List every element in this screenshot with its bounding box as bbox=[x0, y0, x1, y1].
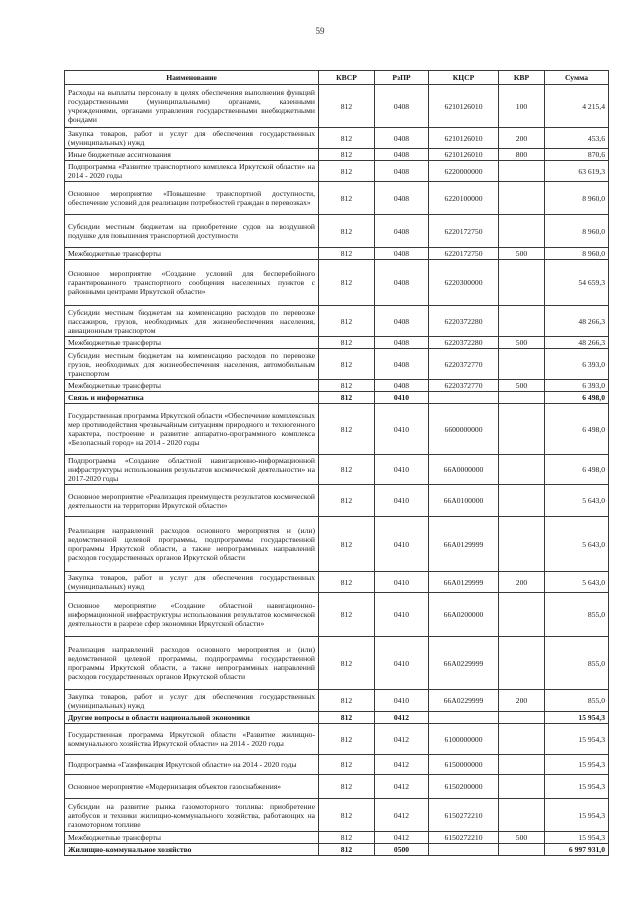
cell-rzpr: 0408 bbox=[375, 161, 429, 182]
cell-kvr bbox=[499, 799, 545, 832]
cell-kcsr: 66А0229999 bbox=[429, 637, 499, 690]
cell-kvr bbox=[499, 392, 545, 404]
cell-kvr bbox=[499, 637, 545, 690]
cell-rzpr: 0408 bbox=[375, 349, 429, 380]
cell-kvr bbox=[499, 306, 545, 337]
cell-kvr bbox=[499, 455, 545, 485]
cell-name: Реализация направлений расходов основного мероприятия и (или) ведомственной целевой программы, подпрограммы государственной программы Иркутской области, а также непрограммных направлений расходов государственных органов Иркутской области bbox=[65, 637, 319, 690]
cell-rzpr: 0408 bbox=[375, 149, 429, 161]
cell-sum: 48 266,3 bbox=[545, 306, 609, 337]
cell-kvr bbox=[499, 485, 545, 517]
cell-kcsr: 6150272210 bbox=[429, 832, 499, 844]
cell-name: Основное мероприятие «Создание условий для бесперебойного гарантированного транспортного сообщения населенных пунктов с районными центрами Иркутской области» bbox=[65, 260, 319, 306]
table-row bbox=[65, 306, 609, 337]
cell-sum: 8 960,0 bbox=[545, 248, 609, 260]
cell-name: Субсидии местным бюджетам на приобретение судов на воздушной подушке для повышения транспортной доступности bbox=[65, 215, 319, 248]
cell-kcsr: 6220300000 bbox=[429, 260, 499, 306]
cell-kvsr: 812 bbox=[319, 775, 375, 799]
cell-kvr bbox=[499, 404, 545, 455]
table-row bbox=[65, 724, 609, 755]
cell-kvsr: 812 bbox=[319, 712, 375, 724]
cell-name: Межбюджетные трансферты bbox=[65, 337, 319, 349]
cell-name: Основное мероприятие «Реализация преимуществ результатов космической деятельности на территории Иркутской области» bbox=[65, 485, 319, 517]
cell-name: Подпрограмма «Развитие транспортного комплекса Иркутской области» на 2014 - 2020 годы bbox=[65, 161, 319, 182]
cell-kcsr: 6220000000 bbox=[429, 161, 499, 182]
cell-kcsr: 6220372280 bbox=[429, 337, 499, 349]
cell-kvsr: 812 bbox=[319, 161, 375, 182]
cell-kvsr: 812 bbox=[319, 832, 375, 844]
cell-sum: 15 954,3 bbox=[545, 799, 609, 832]
cell-rzpr: 0412 bbox=[375, 712, 429, 724]
table-row bbox=[65, 248, 609, 260]
cell-rzpr: 0412 bbox=[375, 775, 429, 799]
cell-kvr bbox=[499, 775, 545, 799]
cell-kvsr: 812 bbox=[319, 306, 375, 337]
cell-rzpr: 0408 bbox=[375, 260, 429, 306]
cell-kvr bbox=[499, 844, 545, 856]
table-row bbox=[65, 799, 609, 832]
cell-name: Расходы на выплаты персоналу в целях обеспечения выполнения функций государственными (муниципальными) органами, казенными учреждениями, органами управления государственными внебюджетными фондами bbox=[65, 85, 319, 128]
header-kcsr: КЦСР bbox=[429, 71, 499, 85]
header-sum: Сумма bbox=[545, 71, 609, 85]
cell-rzpr: 0410 bbox=[375, 485, 429, 517]
cell-sum: 4 215,4 bbox=[545, 85, 609, 128]
cell-kcsr: 6150000000 bbox=[429, 755, 499, 775]
cell-name: Жилищно-коммунальное хозяйство bbox=[65, 844, 319, 856]
table-row bbox=[65, 260, 609, 306]
cell-kvsr: 812 bbox=[319, 215, 375, 248]
cell-kvr: 800 bbox=[499, 149, 545, 161]
table-row bbox=[65, 337, 609, 349]
cell-rzpr: 0412 bbox=[375, 799, 429, 832]
cell-sum: 5 643,0 bbox=[545, 485, 609, 517]
cell-kvr bbox=[499, 593, 545, 637]
cell-kcsr: 66А0000000 bbox=[429, 455, 499, 485]
cell-kcsr: 6220372280 bbox=[429, 306, 499, 337]
cell-kvr: 200 bbox=[499, 690, 545, 712]
cell-sum: 5 643,0 bbox=[545, 517, 609, 572]
cell-kvr bbox=[499, 215, 545, 248]
header-rzpr: РзПР bbox=[375, 71, 429, 85]
cell-sum: 8 960,0 bbox=[545, 182, 609, 215]
cell-rzpr: 0408 bbox=[375, 128, 429, 149]
table-row bbox=[65, 380, 609, 392]
cell-name: Реализация направлений расходов основного мероприятия и (или) ведомственной целевой программы, подпрограммы государственной программы Иркутской области, а также непрограммных направлений расходов государственных органов Иркутской области bbox=[65, 517, 319, 572]
cell-rzpr: 0412 bbox=[375, 832, 429, 844]
cell-kvr bbox=[499, 260, 545, 306]
table-row bbox=[65, 85, 609, 128]
cell-rzpr: 0410 bbox=[375, 593, 429, 637]
cell-kvsr: 812 bbox=[319, 593, 375, 637]
cell-rzpr: 0500 bbox=[375, 844, 429, 856]
cell-kcsr: 6150272210 bbox=[429, 799, 499, 832]
cell-sum: 15 954,3 bbox=[545, 755, 609, 775]
cell-kcsr: 6220372770 bbox=[429, 349, 499, 380]
cell-kcsr bbox=[429, 844, 499, 856]
cell-sum: 15 954,3 bbox=[545, 832, 609, 844]
cell-kvr bbox=[499, 517, 545, 572]
cell-rzpr: 0410 bbox=[375, 392, 429, 404]
cell-sum: 54 659,3 bbox=[545, 260, 609, 306]
table-row bbox=[65, 572, 609, 593]
cell-name: Государственная программа Иркутской области «Развитие жилищно-коммунального хозяйства Иркутской области» на 2014 - 2020 годы bbox=[65, 724, 319, 755]
cell-kcsr: 6210126010 bbox=[429, 149, 499, 161]
cell-kvsr: 812 bbox=[319, 455, 375, 485]
table-row bbox=[65, 755, 609, 775]
cell-kcsr: 66А0200000 bbox=[429, 593, 499, 637]
budget-table bbox=[64, 70, 609, 856]
cell-rzpr: 0408 bbox=[375, 215, 429, 248]
cell-name: Закупка товаров, работ и услуг для обеспечения государственных (муниципальных) нужд bbox=[65, 690, 319, 712]
cell-sum: 5 643,0 bbox=[545, 572, 609, 593]
cell-name: Основное мероприятие «Модернизация объектов газоснабжения» bbox=[65, 775, 319, 799]
cell-kvsr: 812 bbox=[319, 260, 375, 306]
cell-kvr: 100 bbox=[499, 85, 545, 128]
cell-kvsr: 812 bbox=[319, 85, 375, 128]
table-row bbox=[65, 404, 609, 455]
cell-kvr: 500 bbox=[499, 380, 545, 392]
cell-kvr bbox=[499, 712, 545, 724]
cell-sum: 855,0 bbox=[545, 637, 609, 690]
cell-kvsr: 812 bbox=[319, 517, 375, 572]
cell-name: Межбюджетные трансферты bbox=[65, 248, 319, 260]
cell-name: Иные бюджетные ассигнования bbox=[65, 149, 319, 161]
cell-kcsr: 6210126010 bbox=[429, 128, 499, 149]
page-number: 59 bbox=[315, 26, 325, 36]
cell-name: Основное мероприятие «Повышение транспортной доступности, обеспечение условий для реализации потребностей граждан в перевозках» bbox=[65, 182, 319, 215]
cell-kvsr: 812 bbox=[319, 572, 375, 593]
table-row bbox=[65, 712, 609, 724]
cell-rzpr: 0410 bbox=[375, 572, 429, 593]
cell-kvsr: 812 bbox=[319, 248, 375, 260]
cell-name: Межбюджетные трансферты bbox=[65, 832, 319, 844]
cell-kcsr: 6100000000 bbox=[429, 724, 499, 755]
table-row bbox=[65, 455, 609, 485]
cell-kvsr: 812 bbox=[319, 404, 375, 455]
table-row bbox=[65, 593, 609, 637]
cell-kcsr: 66А0129999 bbox=[429, 572, 499, 593]
cell-sum: 6 393,0 bbox=[545, 349, 609, 380]
header-kvsr: КВСР bbox=[319, 71, 375, 85]
cell-rzpr: 0408 bbox=[375, 248, 429, 260]
cell-rzpr: 0408 bbox=[375, 182, 429, 215]
cell-name: Государственная программа Иркутской области «Обеспечение комплексных мер противодействия чрезвычайным ситуациям природного и техногенного характера, построение и развитие аппаратно-программного комплекса «Безопасный город» на 2014 - 2020 годы bbox=[65, 404, 319, 455]
cell-kcsr bbox=[429, 392, 499, 404]
cell-sum: 6 498,0 bbox=[545, 455, 609, 485]
cell-kvsr: 812 bbox=[319, 844, 375, 856]
cell-sum: 855,0 bbox=[545, 593, 609, 637]
cell-kvsr: 812 bbox=[319, 337, 375, 349]
cell-kvr bbox=[499, 755, 545, 775]
cell-kvr: 500 bbox=[499, 337, 545, 349]
cell-kvr bbox=[499, 349, 545, 380]
header-name: Наименование bbox=[65, 71, 319, 85]
cell-name: Подпрограмма «Создание областной навигационно-информационной инфраструктуры использования результатов космической деятельности» на 2017-2020 годы bbox=[65, 455, 319, 485]
cell-rzpr: 0410 bbox=[375, 637, 429, 690]
cell-name: Субсидии местным бюджетам на компенсацию расходов по перевозке пассажиров, грузов, необходимых для жизнеобеспечения населения, авиационным транспортом bbox=[65, 306, 319, 337]
cell-sum: 8 960,0 bbox=[545, 215, 609, 248]
cell-sum: 6 498,0 bbox=[545, 404, 609, 455]
cell-kcsr: 6220100000 bbox=[429, 182, 499, 215]
table-row bbox=[65, 844, 609, 856]
cell-kcsr: 66А0129999 bbox=[429, 517, 499, 572]
cell-rzpr: 0408 bbox=[375, 85, 429, 128]
cell-name: Субсидии на развитие рынка газомоторного топлива: приобретение автобусов и техники жилищно-коммунального хозяйства, работающих на газомоторном топливе bbox=[65, 799, 319, 832]
cell-rzpr: 0410 bbox=[375, 455, 429, 485]
table-row bbox=[65, 690, 609, 712]
table-row bbox=[65, 637, 609, 690]
cell-kcsr: 66А0229999 bbox=[429, 690, 499, 712]
cell-kvsr: 812 bbox=[319, 799, 375, 832]
table-row bbox=[65, 215, 609, 248]
cell-sum: 63 619,3 bbox=[545, 161, 609, 182]
cell-kcsr: 66А0100000 bbox=[429, 485, 499, 517]
cell-kvsr: 812 bbox=[319, 637, 375, 690]
cell-sum: 6 997 931,0 bbox=[545, 844, 609, 856]
cell-rzpr: 0410 bbox=[375, 404, 429, 455]
cell-kcsr: 6220172750 bbox=[429, 215, 499, 248]
cell-rzpr: 0412 bbox=[375, 724, 429, 755]
cell-rzpr: 0408 bbox=[375, 337, 429, 349]
cell-kvsr: 812 bbox=[319, 182, 375, 215]
cell-kvr bbox=[499, 724, 545, 755]
table-row bbox=[65, 149, 609, 161]
cell-sum: 48 266,3 bbox=[545, 337, 609, 349]
cell-sum: 855,0 bbox=[545, 690, 609, 712]
cell-sum: 453,6 bbox=[545, 128, 609, 149]
cell-kvsr: 812 bbox=[319, 349, 375, 380]
cell-kvr: 200 bbox=[499, 128, 545, 149]
table-row bbox=[65, 775, 609, 799]
cell-sum: 15 954,3 bbox=[545, 775, 609, 799]
cell-kcsr: 6220172750 bbox=[429, 248, 499, 260]
cell-kvr bbox=[499, 182, 545, 215]
table-row bbox=[65, 182, 609, 215]
cell-kvsr: 812 bbox=[319, 690, 375, 712]
cell-name: Закупка товаров, работ и услуг для обеспечения государственных (муниципальных) нужд bbox=[65, 572, 319, 593]
cell-name: Другие вопросы в области национальной экономики bbox=[65, 712, 319, 724]
cell-name: Подпрограмма «Газификация Иркутской области» на 2014 - 2020 годы bbox=[65, 755, 319, 775]
cell-name: Связь и информатика bbox=[65, 392, 319, 404]
cell-rzpr: 0410 bbox=[375, 690, 429, 712]
cell-kvr bbox=[499, 161, 545, 182]
table-row bbox=[65, 128, 609, 149]
cell-kcsr: 6150200000 bbox=[429, 775, 499, 799]
cell-sum: 6 393,0 bbox=[545, 380, 609, 392]
cell-rzpr: 0408 bbox=[375, 306, 429, 337]
cell-kvsr: 812 bbox=[319, 149, 375, 161]
cell-kvsr: 812 bbox=[319, 755, 375, 775]
table-body bbox=[65, 85, 609, 856]
table-row bbox=[65, 349, 609, 380]
cell-kcsr: 6600000000 bbox=[429, 404, 499, 455]
cell-name: Субсидии местным бюджетам на компенсацию расходов по перевозке грузов, необходимых для жизнеобеспечения населения, автомобильным транспортом bbox=[65, 349, 319, 380]
cell-kcsr: 6210126010 bbox=[429, 85, 499, 128]
table-row bbox=[65, 392, 609, 404]
table-header-row bbox=[65, 71, 609, 85]
cell-kvr: 500 bbox=[499, 832, 545, 844]
cell-name: Закупка товаров, работ и услуг для обеспечения государственных (муниципальных) нужд bbox=[65, 128, 319, 149]
cell-kvsr: 812 bbox=[319, 380, 375, 392]
cell-sum: 6 498,0 bbox=[545, 392, 609, 404]
cell-sum: 15 954,3 bbox=[545, 712, 609, 724]
cell-kvsr: 812 bbox=[319, 724, 375, 755]
cell-kcsr bbox=[429, 712, 499, 724]
table-row bbox=[65, 485, 609, 517]
cell-kvr: 200 bbox=[499, 572, 545, 593]
cell-kvr: 500 bbox=[499, 248, 545, 260]
cell-kcsr: 6220372770 bbox=[429, 380, 499, 392]
cell-kvsr: 812 bbox=[319, 128, 375, 149]
cell-rzpr: 0412 bbox=[375, 755, 429, 775]
table-row bbox=[65, 517, 609, 572]
cell-rzpr: 0410 bbox=[375, 517, 429, 572]
cell-name: Межбюджетные трансферты bbox=[65, 380, 319, 392]
table-row bbox=[65, 161, 609, 182]
cell-rzpr: 0408 bbox=[375, 380, 429, 392]
cell-sum: 870,6 bbox=[545, 149, 609, 161]
cell-kvsr: 812 bbox=[319, 485, 375, 517]
cell-kvsr: 812 bbox=[319, 392, 375, 404]
cell-name: Основное мероприятие «Создание областной навигационно-информационной инфраструктуры использования результатов космической деятельности в разрезе сфер экономики Иркутской области» bbox=[65, 593, 319, 637]
header-kvr: КВР bbox=[499, 71, 545, 85]
table-row bbox=[65, 832, 609, 844]
cell-sum: 15 954,3 bbox=[545, 724, 609, 755]
